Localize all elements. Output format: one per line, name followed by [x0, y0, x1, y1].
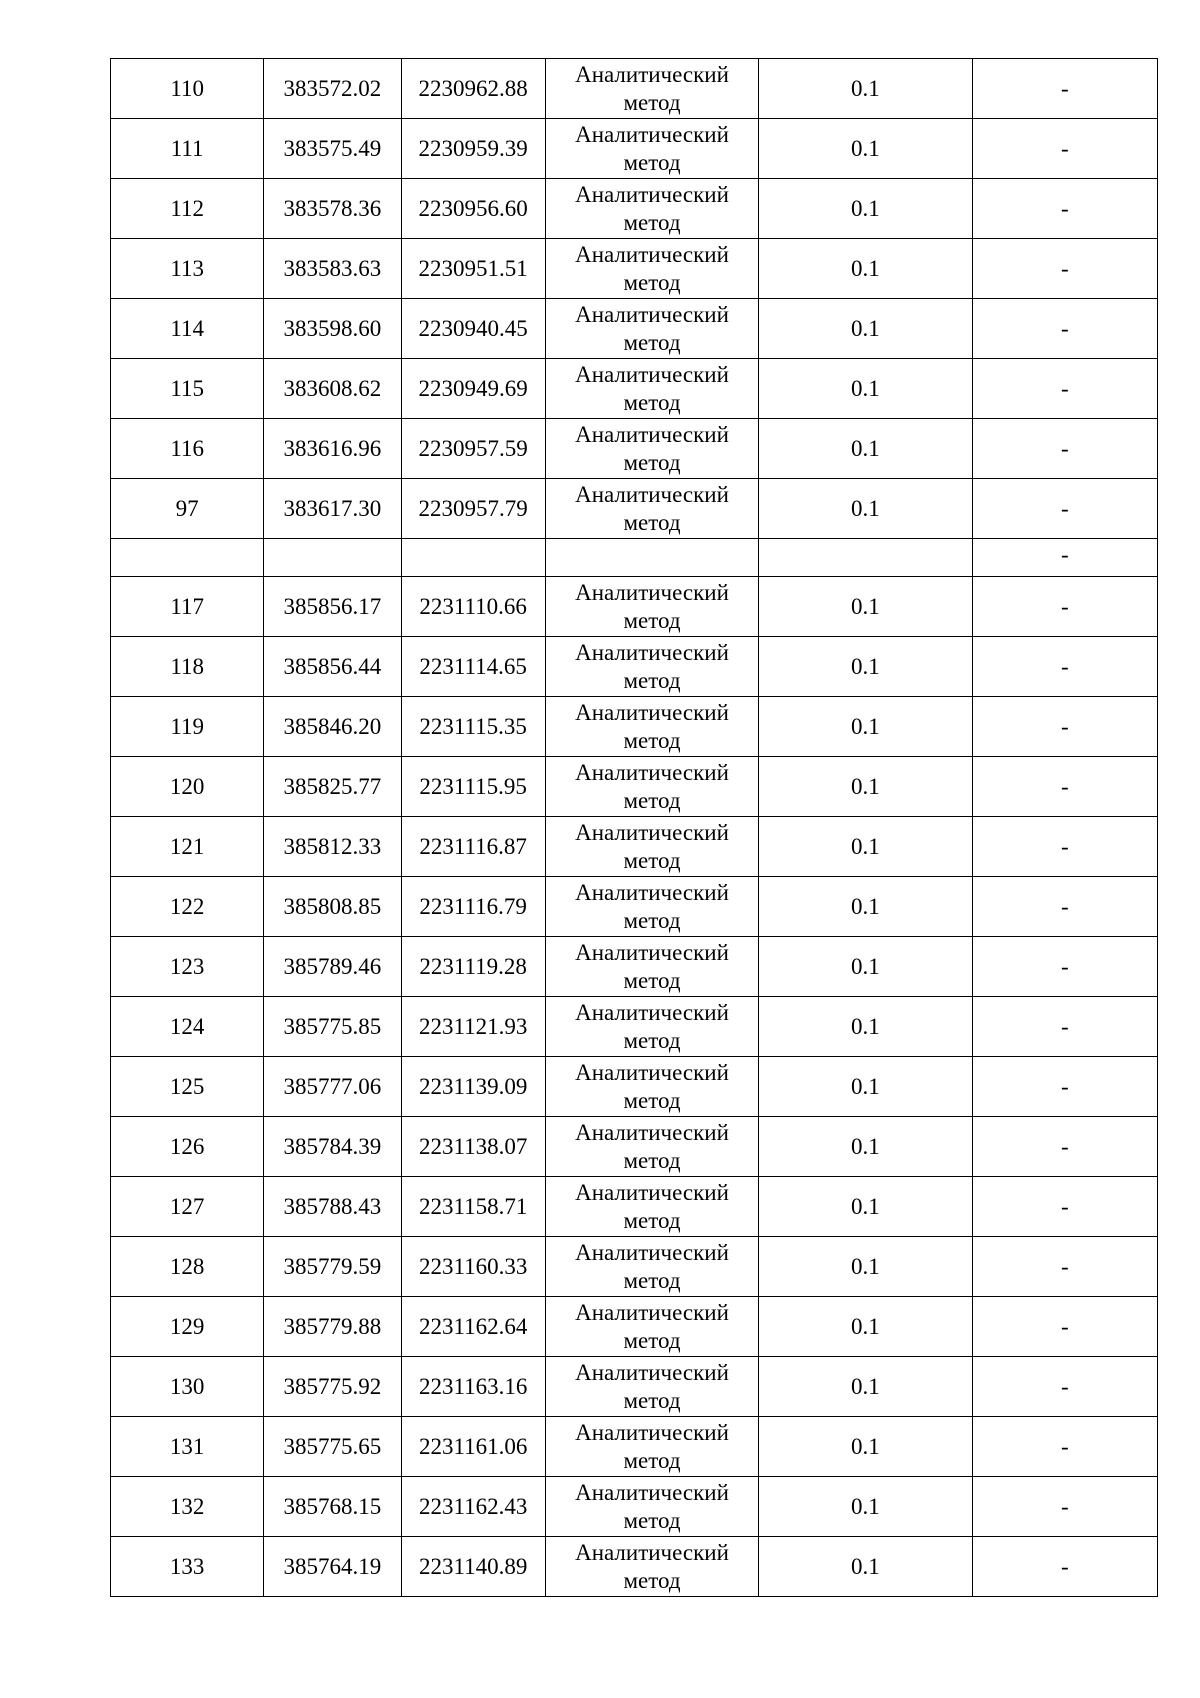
table-row — [111, 1297, 1158, 1357]
y-coordinate-cell: 2231114.65 — [401, 637, 545, 697]
note-cell: - — [972, 1417, 1157, 1477]
accuracy-cell: 0.1 — [759, 817, 972, 877]
method-cell — [545, 179, 758, 239]
accuracy-cell: 0.1 — [759, 1297, 972, 1357]
point-number-cell: 126 — [111, 1117, 264, 1177]
x-coordinate-cell: 385856.17 — [264, 577, 401, 637]
x-coordinate-cell: 385777.06 — [264, 1057, 401, 1117]
method-cell — [545, 59, 758, 119]
point-number-cell: 123 — [111, 937, 264, 997]
x-coordinate-cell: 383583.63 — [264, 239, 401, 299]
note-cell: - — [972, 119, 1157, 179]
note-cell: - — [972, 1297, 1157, 1357]
method-line-2: метод — [623, 1087, 681, 1113]
method-line-2: метод — [623, 1567, 681, 1593]
method-cell — [545, 1417, 758, 1477]
x-coordinate-cell: 383616.96 — [264, 419, 401, 479]
y-coordinate-cell: 2231158.71 — [401, 1177, 545, 1237]
method-cell — [545, 817, 758, 877]
method-line-2: метод — [623, 667, 681, 693]
accuracy-cell: 0.1 — [759, 997, 972, 1057]
method-cell — [545, 539, 758, 577]
note-cell: - — [972, 1477, 1157, 1537]
note-cell: - — [972, 59, 1157, 119]
point-number-cell: 116 — [111, 419, 264, 479]
method-cell — [545, 1297, 758, 1357]
accuracy-cell: 0.1 — [759, 179, 972, 239]
y-coordinate-cell: 2231119.28 — [401, 937, 545, 997]
accuracy-cell: 0.1 — [759, 1537, 972, 1597]
method-line-2: метод — [623, 1267, 681, 1293]
note-cell: - — [972, 1537, 1157, 1597]
y-coordinate-cell: 2230951.51 — [401, 239, 545, 299]
point-number-cell: 119 — [111, 697, 264, 757]
point-number-cell: 114 — [111, 299, 264, 359]
table-row — [111, 239, 1158, 299]
method-cell — [545, 1357, 758, 1417]
method-line-2: метод — [623, 907, 681, 933]
method-line-1: Аналитический — [575, 301, 729, 327]
method-line-1: Аналитический — [575, 999, 729, 1025]
method-line-1: Аналитический — [575, 579, 729, 605]
accuracy-cell: 0.1 — [759, 1177, 972, 1237]
method-cell — [545, 1177, 758, 1237]
table-row — [111, 637, 1158, 697]
x-coordinate-cell: 385775.65 — [264, 1417, 401, 1477]
table-row — [111, 997, 1158, 1057]
y-coordinate-cell: 2230949.69 — [401, 359, 545, 419]
method-cell — [545, 419, 758, 479]
method-line-2: метод — [623, 1447, 681, 1473]
method-line-2: метод — [623, 149, 681, 175]
method-line-1: Аналитический — [575, 241, 729, 267]
method-line-2: метод — [623, 1507, 681, 1533]
table-row — [111, 1117, 1158, 1177]
point-number-cell: 110 — [111, 59, 264, 119]
y-coordinate-cell: 2230957.79 — [401, 479, 545, 539]
point-number-cell — [111, 539, 264, 577]
table-row — [111, 1177, 1158, 1237]
point-number-cell: 130 — [111, 1357, 264, 1417]
method-line-1: Аналитический — [575, 181, 729, 207]
note-cell: - — [972, 479, 1157, 539]
accuracy-cell: 0.1 — [759, 419, 972, 479]
point-number-cell: 97 — [111, 479, 264, 539]
accuracy-cell: 0.1 — [759, 479, 972, 539]
method-line-1: Аналитический — [575, 1119, 729, 1145]
x-coordinate-cell: 383575.49 — [264, 119, 401, 179]
y-coordinate-cell: 2230959.39 — [401, 119, 545, 179]
table-row — [111, 359, 1158, 419]
table-row — [111, 419, 1158, 479]
y-coordinate-cell: 2231110.66 — [401, 577, 545, 637]
note-cell: - — [972, 1057, 1157, 1117]
x-coordinate-cell: 385779.59 — [264, 1237, 401, 1297]
method-line-2: метод — [623, 389, 681, 415]
coordinates-table-body — [111, 59, 1158, 1597]
method-line-1: Аналитический — [575, 1539, 729, 1565]
accuracy-cell: 0.1 — [759, 757, 972, 817]
table-row — [111, 1357, 1158, 1417]
note-cell: - — [972, 1237, 1157, 1297]
x-coordinate-cell: 385779.88 — [264, 1297, 401, 1357]
method-cell — [545, 997, 758, 1057]
point-number-cell: 128 — [111, 1237, 264, 1297]
y-coordinate-cell: 2230957.59 — [401, 419, 545, 479]
note-cell: - — [972, 299, 1157, 359]
x-coordinate-cell: 385775.85 — [264, 997, 401, 1057]
x-coordinate-cell — [264, 539, 401, 577]
method-line-2: метод — [623, 509, 681, 535]
table-row — [111, 179, 1158, 239]
method-cell — [545, 359, 758, 419]
x-coordinate-cell: 385856.44 — [264, 637, 401, 697]
point-number-cell: 122 — [111, 877, 264, 937]
point-number-cell: 117 — [111, 577, 264, 637]
table-row — [111, 479, 1158, 539]
x-coordinate-cell: 383578.36 — [264, 179, 401, 239]
x-coordinate-cell: 383598.60 — [264, 299, 401, 359]
point-number-cell: 131 — [111, 1417, 264, 1477]
note-cell: - — [972, 997, 1157, 1057]
method-cell — [545, 697, 758, 757]
note-cell: - — [972, 239, 1157, 299]
method-line-2: метод — [623, 787, 681, 813]
method-cell — [545, 937, 758, 997]
method-line-1: Аналитический — [575, 1059, 729, 1085]
y-coordinate-cell: 2230940.45 — [401, 299, 545, 359]
accuracy-cell: 0.1 — [759, 119, 972, 179]
method-cell — [545, 239, 758, 299]
point-number-cell: 124 — [111, 997, 264, 1057]
table-row — [111, 1057, 1158, 1117]
note-cell: - — [972, 359, 1157, 419]
accuracy-cell: 0.1 — [759, 577, 972, 637]
note-cell: - — [972, 577, 1157, 637]
table-row — [111, 817, 1158, 877]
table-row — [111, 59, 1158, 119]
method-line-1: Аналитический — [575, 421, 729, 447]
point-number-cell: 118 — [111, 637, 264, 697]
method-line-1: Аналитический — [575, 879, 729, 905]
method-cell — [545, 1057, 758, 1117]
method-line-1: Аналитический — [575, 699, 729, 725]
method-line-2: метод — [623, 329, 681, 355]
method-line-1: Аналитический — [575, 1299, 729, 1325]
table-row — [111, 697, 1158, 757]
method-line-2: метод — [623, 1147, 681, 1173]
method-line-2: метод — [623, 607, 681, 633]
accuracy-cell: 0.1 — [759, 1117, 972, 1177]
x-coordinate-cell: 385789.46 — [264, 937, 401, 997]
point-number-cell: 132 — [111, 1477, 264, 1537]
accuracy-cell: 0.1 — [759, 1237, 972, 1297]
y-coordinate-cell: 2231115.95 — [401, 757, 545, 817]
accuracy-cell: 0.1 — [759, 359, 972, 419]
note-cell: - — [972, 757, 1157, 817]
note-cell: - — [972, 697, 1157, 757]
y-coordinate-cell: 2231116.87 — [401, 817, 545, 877]
method-cell — [545, 299, 758, 359]
x-coordinate-cell: 385808.85 — [264, 877, 401, 937]
table-row — [111, 119, 1158, 179]
table-row — [111, 1237, 1158, 1297]
y-coordinate-cell: 2231121.93 — [401, 997, 545, 1057]
x-coordinate-cell: 385812.33 — [264, 817, 401, 877]
method-line-1: Аналитический — [575, 819, 729, 845]
y-coordinate-cell: 2231161.06 — [401, 1417, 545, 1477]
point-number-cell: 120 — [111, 757, 264, 817]
x-coordinate-cell: 385788.43 — [264, 1177, 401, 1237]
method-line-2: метод — [623, 269, 681, 295]
note-cell: - — [972, 1117, 1157, 1177]
accuracy-cell: 0.1 — [759, 877, 972, 937]
method-line-1: Аналитический — [575, 1239, 729, 1265]
method-line-1: Аналитический — [575, 1479, 729, 1505]
accuracy-cell: 0.1 — [759, 1057, 972, 1117]
table-row — [111, 1417, 1158, 1477]
method-line-2: метод — [623, 847, 681, 873]
method-line-1: Аналитический — [575, 121, 729, 147]
x-coordinate-cell: 383617.30 — [264, 479, 401, 539]
accuracy-cell: 0.1 — [759, 1477, 972, 1537]
note-cell: - — [972, 637, 1157, 697]
method-cell — [545, 119, 758, 179]
x-coordinate-cell: 385784.39 — [264, 1117, 401, 1177]
method-line-1: Аналитический — [575, 1419, 729, 1445]
method-cell — [545, 1537, 758, 1597]
method-line-2: метод — [623, 1207, 681, 1233]
y-coordinate-cell: 2231162.43 — [401, 1477, 545, 1537]
method-cell — [545, 1237, 758, 1297]
y-coordinate-cell: 2231139.09 — [401, 1057, 545, 1117]
note-cell: - — [972, 937, 1157, 997]
method-line-1: Аналитический — [575, 939, 729, 965]
point-number-cell: 113 — [111, 239, 264, 299]
accuracy-cell: 0.1 — [759, 637, 972, 697]
method-line-1: Аналитический — [575, 361, 729, 387]
method-cell — [545, 1117, 758, 1177]
y-coordinate-cell: 2231160.33 — [401, 1237, 545, 1297]
method-cell — [545, 1477, 758, 1537]
method-cell — [545, 757, 758, 817]
x-coordinate-cell: 385825.77 — [264, 757, 401, 817]
method-line-2: метод — [623, 967, 681, 993]
y-coordinate-cell: 2231116.79 — [401, 877, 545, 937]
note-cell: - — [972, 539, 1157, 577]
point-number-cell: 125 — [111, 1057, 264, 1117]
x-coordinate-cell: 383608.62 — [264, 359, 401, 419]
point-number-cell: 127 — [111, 1177, 264, 1237]
table-row — [111, 1537, 1158, 1597]
y-coordinate-cell: 2230962.88 — [401, 59, 545, 119]
x-coordinate-cell: 385846.20 — [264, 697, 401, 757]
accuracy-cell: 0.1 — [759, 299, 972, 359]
table-row — [111, 299, 1158, 359]
method-line-1: Аналитический — [575, 759, 729, 785]
method-line-1: Аналитический — [575, 61, 729, 87]
method-line-1: Аналитический — [575, 481, 729, 507]
x-coordinate-cell: 385764.19 — [264, 1537, 401, 1597]
accuracy-cell: 0.1 — [759, 1357, 972, 1417]
method-cell — [545, 877, 758, 937]
method-line-2: метод — [623, 449, 681, 475]
coordinates-table — [110, 58, 1158, 1597]
note-cell: - — [972, 179, 1157, 239]
accuracy-cell: 0.1 — [759, 697, 972, 757]
y-coordinate-cell: 2231115.35 — [401, 697, 545, 757]
note-cell: - — [972, 419, 1157, 479]
accuracy-cell: 0.1 — [759, 239, 972, 299]
method-line-2: метод — [623, 89, 681, 115]
method-line-2: метод — [623, 209, 681, 235]
point-number-cell: 112 — [111, 179, 264, 239]
y-coordinate-cell: 2231163.16 — [401, 1357, 545, 1417]
point-number-cell: 115 — [111, 359, 264, 419]
y-coordinate-cell — [401, 539, 545, 577]
x-coordinate-cell: 385768.15 — [264, 1477, 401, 1537]
table-row — [111, 757, 1158, 817]
note-cell: - — [972, 1177, 1157, 1237]
y-coordinate-cell: 2231140.89 — [401, 1537, 545, 1597]
y-coordinate-cell: 2230956.60 — [401, 179, 545, 239]
accuracy-cell: 0.1 — [759, 1417, 972, 1477]
y-coordinate-cell: 2231162.64 — [401, 1297, 545, 1357]
point-number-cell: 129 — [111, 1297, 264, 1357]
note-cell: - — [972, 817, 1157, 877]
method-cell — [545, 479, 758, 539]
x-coordinate-cell: 383572.02 — [264, 59, 401, 119]
method-line-1: Аналитический — [575, 1179, 729, 1205]
point-number-cell: 133 — [111, 1537, 264, 1597]
accuracy-cell — [759, 539, 972, 577]
method-cell — [545, 577, 758, 637]
point-number-cell: 111 — [111, 119, 264, 179]
method-cell — [545, 637, 758, 697]
accuracy-cell: 0.1 — [759, 937, 972, 997]
note-cell: - — [972, 1357, 1157, 1417]
method-line-1: Аналитический — [575, 639, 729, 665]
note-cell: - — [972, 877, 1157, 937]
y-coordinate-cell: 2231138.07 — [401, 1117, 545, 1177]
point-number-cell: 121 — [111, 817, 264, 877]
method-line-2: метод — [623, 727, 681, 753]
method-line-2: метод — [623, 1027, 681, 1053]
table-row — [111, 539, 1158, 577]
table-row — [111, 1477, 1158, 1537]
table-row — [111, 577, 1158, 637]
table-row — [111, 877, 1158, 937]
accuracy-cell: 0.1 — [759, 59, 972, 119]
method-line-2: метод — [623, 1327, 681, 1353]
x-coordinate-cell: 385775.92 — [264, 1357, 401, 1417]
table-row — [111, 937, 1158, 997]
method-line-2: метод — [623, 1387, 681, 1413]
method-line-1: Аналитический — [575, 1359, 729, 1385]
